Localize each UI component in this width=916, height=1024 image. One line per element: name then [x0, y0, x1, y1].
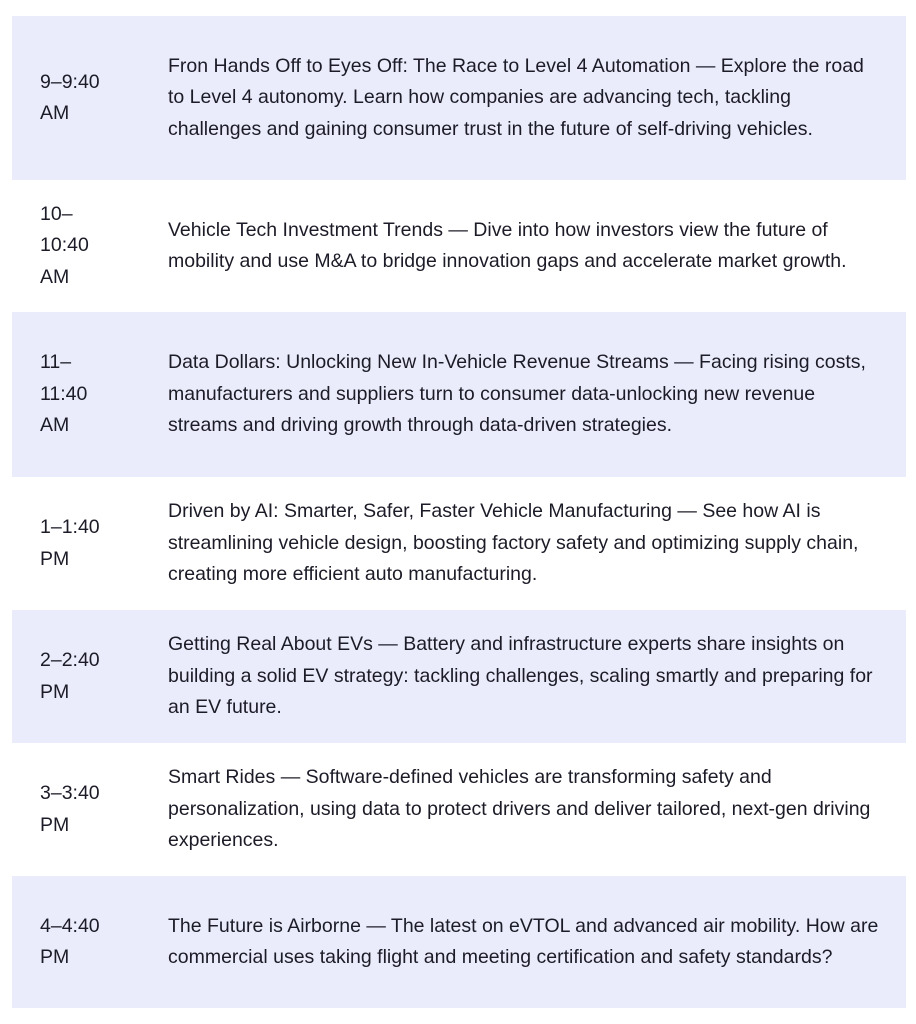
- session-description: Driven by AI: Smarter, Safer, Faster Vehicle Manufacturing — See how AI is streamlining vehicle design, boosting factory safety and optimizing supply chain, creating more efficient auto manufacturing.: [168, 500, 859, 586]
- session-row: [12, 610, 906, 743]
- session-row: [12, 477, 906, 610]
- session-time: 10– 10:40 AM: [40, 202, 89, 288]
- session-time: 2–2:40 PM: [40, 649, 100, 703]
- session-time: 3–3:40 PM: [40, 782, 100, 836]
- session-row: [12, 180, 906, 312]
- session-time: 4–4:40 PM: [40, 914, 100, 968]
- session-row: [12, 743, 906, 876]
- session-row: [12, 312, 906, 477]
- session-description: Smart Rides — Software-defined vehicles are transforming safety and personalization, using data to protect drivers and deliver tailored, next-gen driving experiences.: [168, 766, 871, 852]
- session-description: The Future is Airborne — The latest on eVTOL and advanced air mobility. How are commercial uses taking flight and meeting certification and safety standards?: [168, 914, 879, 968]
- session-row: [12, 876, 906, 1008]
- session-description: Getting Real About EVs — Battery and infrastructure experts share insights on building a solid EV strategy: tackling challenges, scaling smartly and preparing for an EV future.: [168, 633, 873, 719]
- session-description: Vehicle Tech Investment Trends — Dive into how investors view the future of mobility and use M&A to bridge innovation gaps and accelerate market growth.: [168, 218, 847, 272]
- session-description: Data Dollars: Unlocking New In-Vehicle Revenue Streams — Facing rising costs, manufacturers and suppliers turn to consumer data-unlocking new revenue streams and driving growth through data-driven strategies.: [168, 351, 866, 437]
- session-time: 1–1:40 PM: [40, 516, 100, 570]
- session-description: Fron Hands Off to Eyes Off: The Race to Level 4 Automation — Explore the road to Level 4 autonomy. Learn how companies are advancing tech, tackling challenges and gaining consumer trust in the future of self-driving vehicles.: [168, 54, 864, 140]
- session-row: [12, 16, 906, 180]
- session-time: 9–9:40 AM: [40, 70, 100, 124]
- session-time: 11– 11:40 AM: [40, 351, 88, 437]
- session-schedule-table: [12, 16, 906, 1008]
